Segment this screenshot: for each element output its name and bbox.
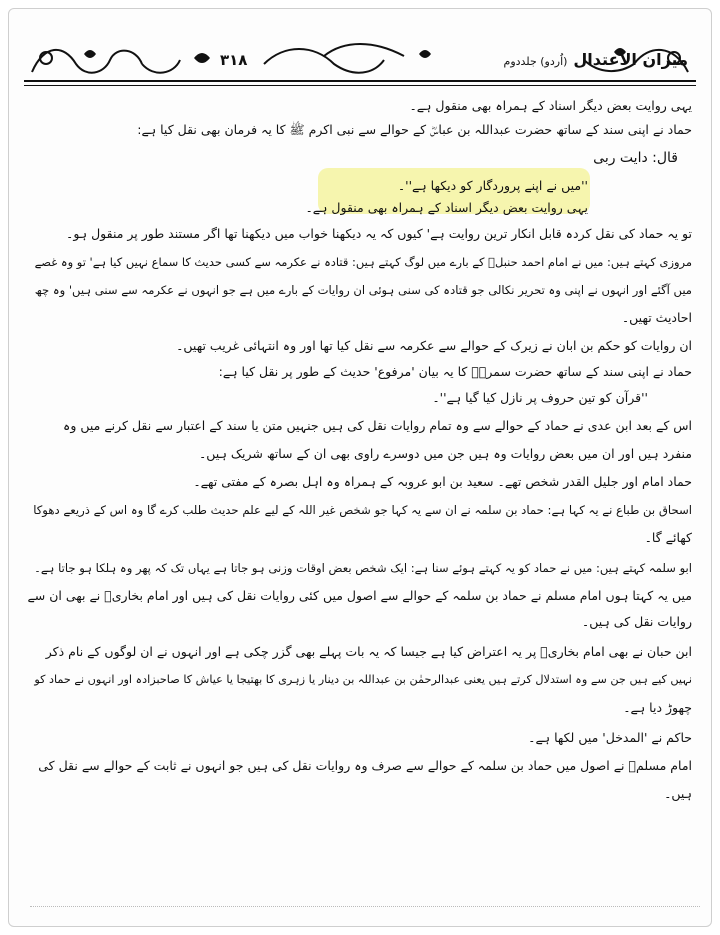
highlighted-quote: ''میں نے اپنے پروردگار کو دیکھا ہے''۔: [397, 178, 588, 193]
page-header: [24, 34, 696, 84]
header-rule-thin: [24, 85, 696, 86]
text-line: حماد امام اور جلیل القدر شخص تھے۔ سعید بن ابو عروبہ کے ہمراہ وہ اہل بصرہ کے مفتی تھے۔: [193, 474, 692, 489]
book-volume: (اُردو) جلددوم: [503, 55, 568, 68]
text-line: چھوڑ دیا ہے۔: [623, 700, 692, 715]
text-line: ابو سلمہ کہتے ہیں: میں نے حماد کو یہ کہتے ہوئے سنا ہے: ایک شخص بعض اوقات وزنی ہو جاتا ہے یہاں تک کہ پھر وہ ہلکا ہو جاتا ہے۔: [34, 561, 692, 575]
text-line: کھائے گا۔: [644, 530, 692, 545]
book-title-text: میزان الاعتدال: [573, 50, 688, 69]
text-line: امام مسلمؒ نے اصول میں حماد بن سلمہ کے حوالے سے صرف وہ روایات نقل کی ہیں جو انہوں نے ثابت کے حوالے سے نقل کی: [38, 758, 692, 773]
page-number: ۳۱۸: [220, 51, 248, 69]
header-rule: [24, 80, 696, 82]
text-line: حاکم نے 'المدخل' میں لکھا ہے۔: [528, 730, 692, 745]
page-footer-rule: [30, 906, 700, 907]
text-line: ابن حبان نے بھی امام بخاریؒ پر یہ اعتراض کیا ہے جیسا کہ یہ بات پہلے بھی گزر چکی ہے اور انہوں نے ان لوگوں کے نام ذکر: [45, 644, 692, 659]
text-line: یہی روایت بعض دیگر اسناد کے ہمراہ بھی منقول ہے۔: [305, 200, 588, 215]
book-page: [8, 8, 712, 927]
text-line: احادیث تھیں۔: [621, 310, 692, 325]
text-line: نہیں کیے ہیں جن سے وہ استدلال کرتے ہیں یعنی عبدالرحمٰن بن عبداللہ بن دینار یا زہری کا بھتیجا یا عیاش کا صاحبزادہ اور انہوں نے حماد کو: [34, 673, 692, 686]
text-line: مروزی کہتے ہیں: میں نے امام احمد حنبلؒ کے بارے میں لوگ کہتے ہیں: قتادہ نے عکرمہ سے کسی حدیث کا سماع نہیں کیا ہے' تو وہ غصے: [34, 255, 692, 269]
text-line: حماد نے اپنی سند کے ساتھ حضرت سمرہؓ کا یہ بیان 'مرفوع' حدیث کے طور پر نقل کیا ہے:: [218, 364, 692, 379]
text-line: روایات نقل کی ہیں۔: [581, 614, 692, 629]
book-title: [504, 50, 688, 69]
text-line: ان روایات کو حکم بن ابان نے زیرک کے حوالے سے عکرمہ سے نقل کیا تھا اور وہ انتہائی غریب تھیں۔: [176, 338, 692, 353]
text-line: اس کے بعد ابن عدی نے حماد کے حوالے سے وہ تمام روایات نقل کی ہیں جنہیں متن یا سند کے اعتبار سے نقل کرنے میں وہ: [63, 418, 692, 433]
text-line: میں آگئے اور انہوں نے اپنی وہ تحریر نکالی جو قتادہ کی سنی ہوئی ان روایات کے بارے میں ہے جو انہوں نے عکرمہ سے سنی ہیں' وہ چھ: [34, 283, 692, 297]
text-line: میں یہ کہتا ہوں امام مسلم نے حماد بن سلمہ کے حوالے سے اصول میں کئی روایات نقل کی ہیں اور امام بخاریؒ نے بھی ان سے: [27, 588, 692, 603]
text-line: ہیں۔: [664, 786, 692, 801]
text-line: منفرد ہیں اور ان میں بعض روایات وہ ہیں جن میں دوسرے راوی بھی ان کے ساتھ شریک ہیں۔: [198, 446, 692, 461]
text-line: حماد نے اپنی سند کے ساتھ حضرت عبداللہ بن عباسؓ کے حوالے سے نبی اکرم ﷺ کا یہ فرمان بھی نقل کیا ہے:: [137, 122, 692, 137]
arabic-quote: قال: دایت ربی: [593, 150, 678, 166]
text-line: یہی روایت بعض دیگر اسناد کے ہمراہ بھی منقول ہے۔: [409, 98, 692, 113]
text-line: تو یہ حماد کی نقل کردہ قابل انکار ترین روایت ہے' کیوں کہ یہ دیکھنا خواب میں دیکھنا تھا اگر مستند طور پر منقول ہو۔: [66, 226, 692, 241]
text-line: اسحاق بن طباع نے یہ کہا ہے: حماد بن سلمہ نے ان سے یہ کہا جو شخص غیر اللہ کے لیے علم حدیث طلب کرے گا وہ اس کے ذریعے دھوکا: [33, 503, 692, 517]
quote-line: ''قرآن کو تین حروف پر نازل کیا گیا ہے''۔: [432, 390, 648, 405]
